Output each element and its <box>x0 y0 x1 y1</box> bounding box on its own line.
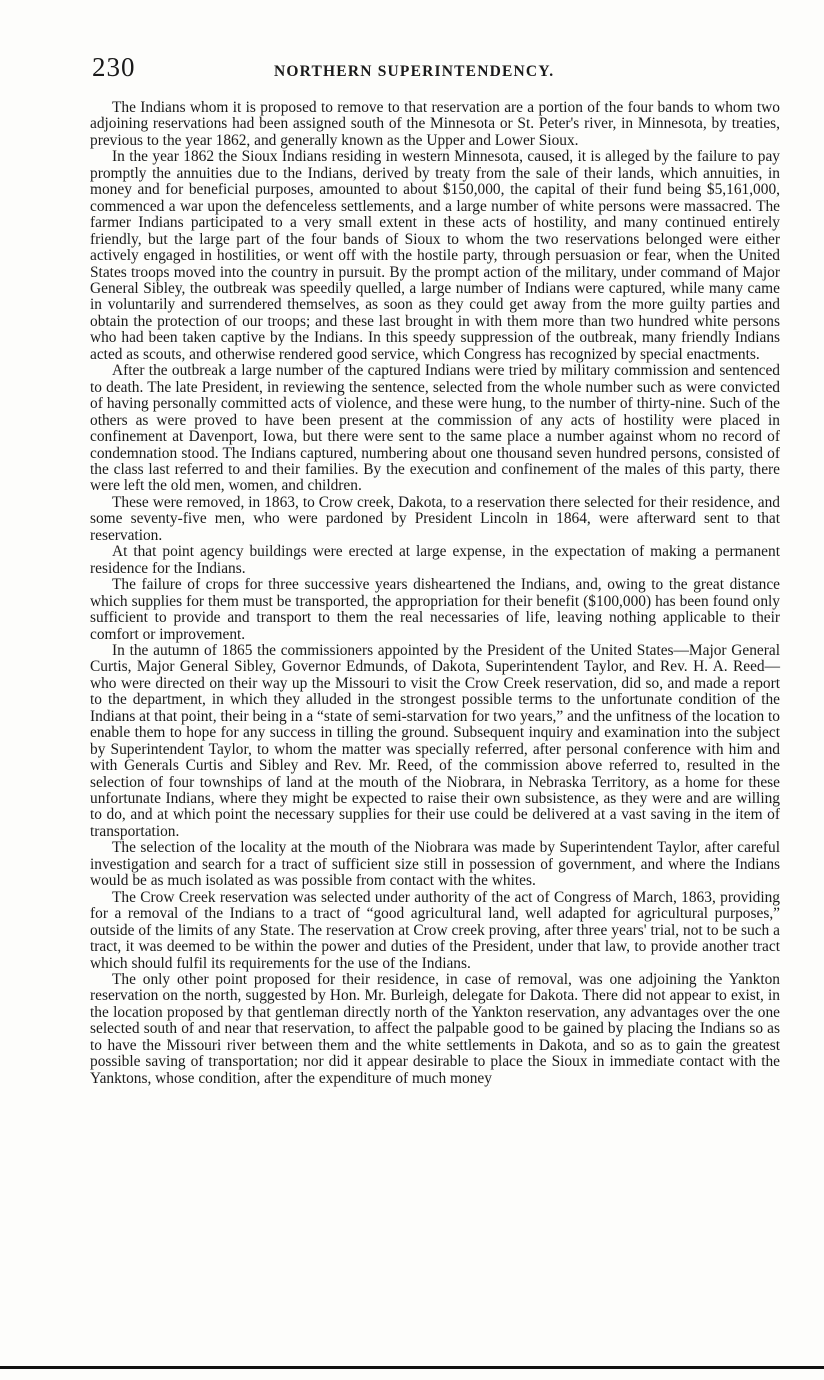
page-bottom-edge <box>0 1366 824 1369</box>
page-header <box>92 52 784 86</box>
paragraph: In the year 1862 the Sioux Indians residing in western Minnesota, caused, it is alleged by the failure to pay promptly the annuities due to the Indians, derived by treaty from the sale of their lands, which annuities, in money and for beneficial purposes, amounted to about $150,000, the capital of their fund being $5,161,000, commenced a war upon the defenceless settlements, and a large number of white persons were massacred. The farmer Indians participated to a very small extent in these acts of hostility, and many continued entirely friendly, but the large part of the four bands of Sioux to whom the two reservations belonged were either actively engaged in hostilities, or went off with the hostile party, through persuasion or fear, when the United States troops moved into the country in pursuit. By the prompt action of the military, under command of Major General Sibley, the outbreak was speedily quelled, a large number of Indians were captured, while many came in voluntarily and surrendered themselves, as soon as they could get away from the more guilty parties and obtain the protection of our troops; and these last brought in with them more than two hundred white persons who had been taken captive by the Indians. In this speedy suppression of the outbreak, many friendly Indians acted as scouts, and otherwise rendered good service, which Congress has recognized by special enactments. <box>90 148 780 363</box>
paragraph: After the outbreak a large number of the captured Indians were tried by military commission and sentenced to death. The late President, in reviewing the sentence, selected from the whole number such as were convicted of having personally committed acts of violence, and these were hung, to the number of thirty-nine. Such of the others as were proved to have been present at the commission of any acts of hostility were placed in confinement at Davenport, Iowa, but there were sent to the same place a number against whom no record of condemnation stood. The Indians captured, numbering about one thousand seven hundred persons, consisted of the class last referred to and their families. By the execution and confinement of the males of this party, there were left the old men, women, and children. <box>90 362 780 495</box>
body-text <box>90 100 780 1087</box>
running-head: NORTHERN SUPERINTENDENCY. <box>274 63 555 80</box>
paragraph: The failure of crops for three successive years disheartened the Indians, and, owing to the great distance which supplies for them must be transported, the appropriation for their benefit ($100,000) has been found only sufficient to provide and transport to them the real necessaries of life, leaving nothing applicable to their comfort or improvement. <box>90 576 780 643</box>
paragraph: The Crow Creek reservation was selected under authority of the act of Congress of March, 1863, providing for a removal of the Indians to a tract of “good agricultural land, well adapted for agricultural purposes,” outside of the limits of any State. The reservation at Crow creek proving, after three years' trial, not to be such a tract, it was deemed to be within the power and duties of the President, under that law, to provide another tract which should fulfil its requirements for the use of the Indians. <box>90 888 780 972</box>
paragraph: These were removed, in 1863, to Crow creek, Dakota, to a reservation there selected for their residence, and some seventy-five men, who were pardoned by President Lincoln in 1864, were afterward sent to that reservation. <box>90 493 780 544</box>
paragraph: In the autumn of 1865 the commissioners appointed by the President of the United States—Major General Curtis, Major General Sibley, Governor Edmunds, of Dakota, Superintendent Taylor, and Rev. H. A. Reed—who were directed on their way up the Missouri to visit the Crow Creek reservation, did so, and made a report to the department, in which they alluded in the strongest possible terms to the unfortunate condition of the Indians at that point, their being in a “state of semi-starvation for two years,” and the unfitness of the location to enable them to hope for any success in tilling the ground. Subsequent inquiry and examination into the subject by Superintendent Taylor, to whom the matter was specially referred, after personal conference with him and with Generals Curtis and Sibley and Rev. Mr. Reed, of the commission above referred to, resulted in the selection of four townships of land at the mouth of the Niobrara, in Nebraska Territory, as a home for these unfortunate Indians, where they might be expected to raise their own subsistence, as they were and are willing to do, and at which point the necessary supplies for their use could be delivered at a vast saving in the item of transportation. <box>90 641 780 840</box>
paragraph: The Indians whom it is proposed to remove to that reservation are a portion of the four bands to whom two adjoining reservations had been assigned south of the Minnesota or St. Peter's river, in Minnesota, by treaties, previous to the year 1862, and generally known as the Upper and Lower Sioux. <box>90 99 780 149</box>
paragraph: The only other point proposed for their residence, in case of removal, was one adjoining the Yankton reservation on the north, suggested by Hon. Mr. Burleigh, delegate for Dakota. There did not appear to exist, in the location proposed by that gentleman directly north of the Yankton reservation, any advantages over the one selected south of and near that reservation, to affect the palpable good to be gained by placing the Indians so as to have the Missouri river between them and the white settlements in Dakota, and so as to gain the greatest possible saving of transportation; nor did it appear desirable to place the Sioux in immediate contact with the Yanktons, whose condition, after the expenditure of much money <box>90 971 780 1087</box>
paragraph: At that point agency buildings were erected at large expense, in the expectation of making a permanent residence for the Indians. <box>90 543 780 577</box>
paragraph: The selection of the locality at the mouth of the Niobrara was made by Superintendent Taylor, after careful investigation and search for a tract of sufficient size still in possession of government, and where the Indians would be as much isolated as was possible from contact with the whites. <box>90 839 780 890</box>
page-number: 230 <box>92 52 136 82</box>
